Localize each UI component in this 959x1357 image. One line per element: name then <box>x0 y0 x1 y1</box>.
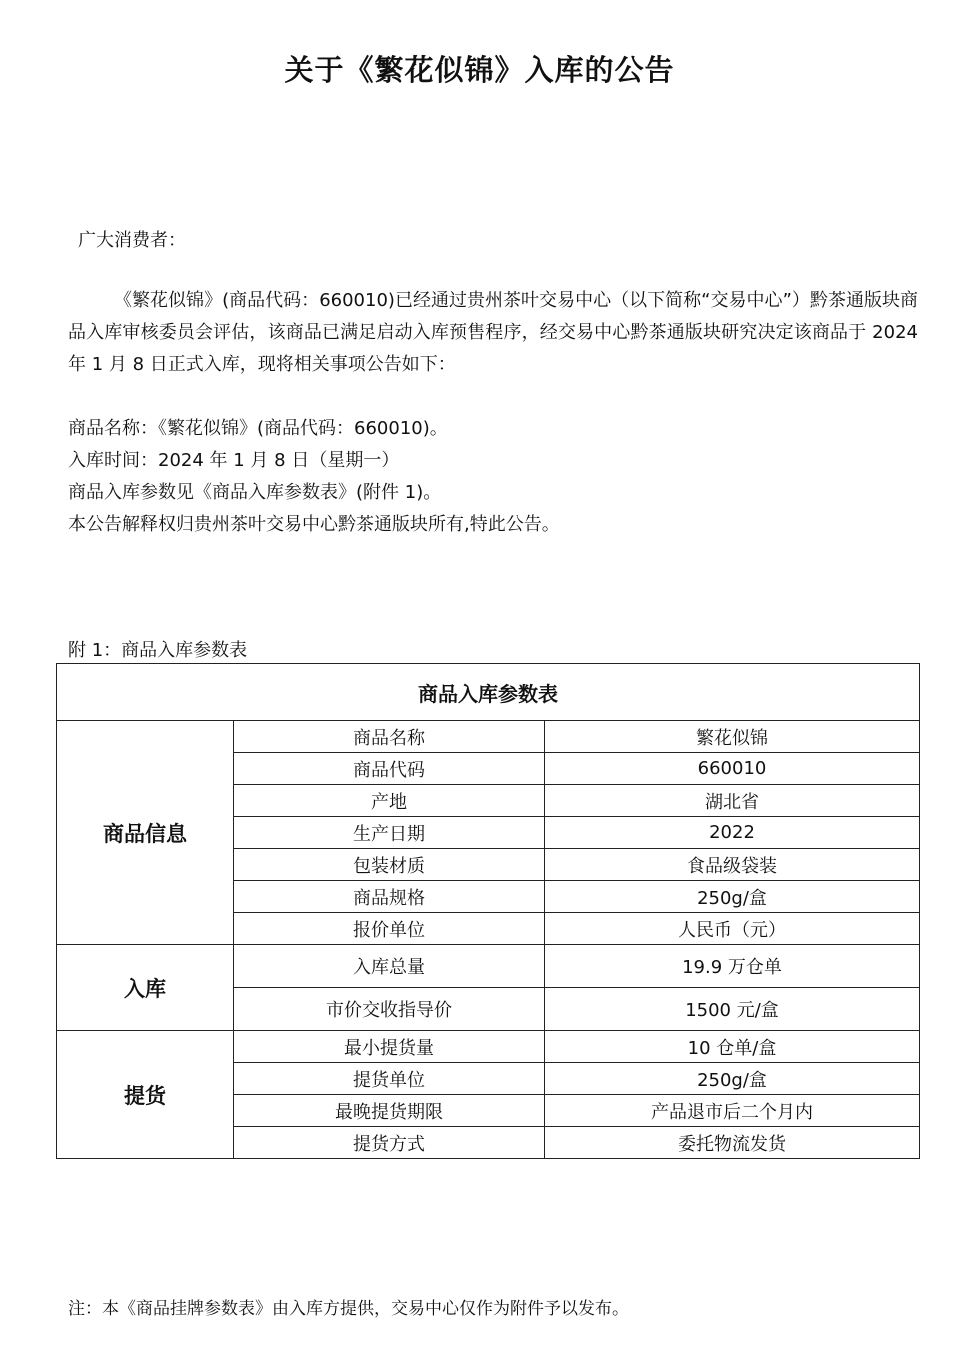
group-product-info: 商品信息 <box>57 721 234 945</box>
item-product-name: 商品名称：《繁花似锦》(商品代码：660010)。 <box>68 418 448 439</box>
row-label: 提货方式 <box>234 1127 545 1159</box>
salutation: 广大消费者： <box>78 230 186 251</box>
row-value: 250g/盒 <box>545 1063 920 1095</box>
row-label: 市价交收指导价 <box>234 988 545 1031</box>
table-row <box>57 721 920 753</box>
row-value: 产品退市后二个月内 <box>545 1095 920 1127</box>
row-label: 入库总量 <box>234 945 545 988</box>
row-label: 生产日期 <box>234 817 545 849</box>
row-value: 2022 <box>545 817 920 849</box>
row-label: 最晚提货期限 <box>234 1095 545 1127</box>
table-row <box>57 1031 920 1063</box>
table-row <box>57 945 920 988</box>
row-label: 商品代码 <box>234 753 545 785</box>
row-value: 食品级袋装 <box>545 849 920 881</box>
row-value: 250g/盒 <box>545 881 920 913</box>
row-value: 10 仓单/盒 <box>545 1031 920 1063</box>
params-table <box>56 663 920 1159</box>
row-label: 报价单位 <box>234 913 545 945</box>
row-value: 人民币（元） <box>545 913 920 945</box>
row-value: 19.9 万仓单 <box>545 945 920 988</box>
attachment-label: 附 1：商品入库参数表 <box>68 640 248 661</box>
row-value: 湖北省 <box>545 785 920 817</box>
page-title: 关于《繁花似锦》入库的公告 <box>284 53 675 87</box>
group-pickup: 提货 <box>57 1031 234 1159</box>
row-label: 商品规格 <box>234 881 545 913</box>
row-value: 1500 元/盒 <box>545 988 920 1031</box>
footnote: 注：本《商品挂牌参数表》由入库方提供，交易中心仅作为附件予以发布。 <box>68 1299 629 1319</box>
item-params-reference: 商品入库参数见《商品入库参数表》(附件 1)。 <box>68 482 442 503</box>
row-label: 产地 <box>234 785 545 817</box>
intro-paragraph: 《繁花似锦》(商品代码：660010)已经通过贵州茶叶交易中心（以下简称“交易中心”）黔茶通版块商品入库审核委员会评估，该商品已满足启动入库预售程序，经交易中心黔茶通版块研究决定该商品于 2024 年 1 月 8 日正式入库，现将相关事项公告如下： <box>68 290 918 375</box>
row-label: 最小提货量 <box>234 1031 545 1063</box>
row-value: 委托物流发货 <box>545 1127 920 1159</box>
table-title-row <box>57 664 920 721</box>
row-label: 提货单位 <box>234 1063 545 1095</box>
item-interpretation-right: 本公告解释权归贵州茶叶交易中心黔茶通版块所有,特此公告。 <box>68 514 560 535</box>
table-title: 商品入库参数表 <box>57 664 920 721</box>
row-value: 660010 <box>545 753 920 785</box>
row-value: 繁花似锦 <box>545 721 920 753</box>
row-label: 包装材质 <box>234 849 545 881</box>
row-label: 商品名称 <box>234 721 545 753</box>
item-storage-time: 入库时间：2024 年 1 月 8 日（星期一） <box>68 450 400 471</box>
group-storage: 入库 <box>57 945 234 1031</box>
